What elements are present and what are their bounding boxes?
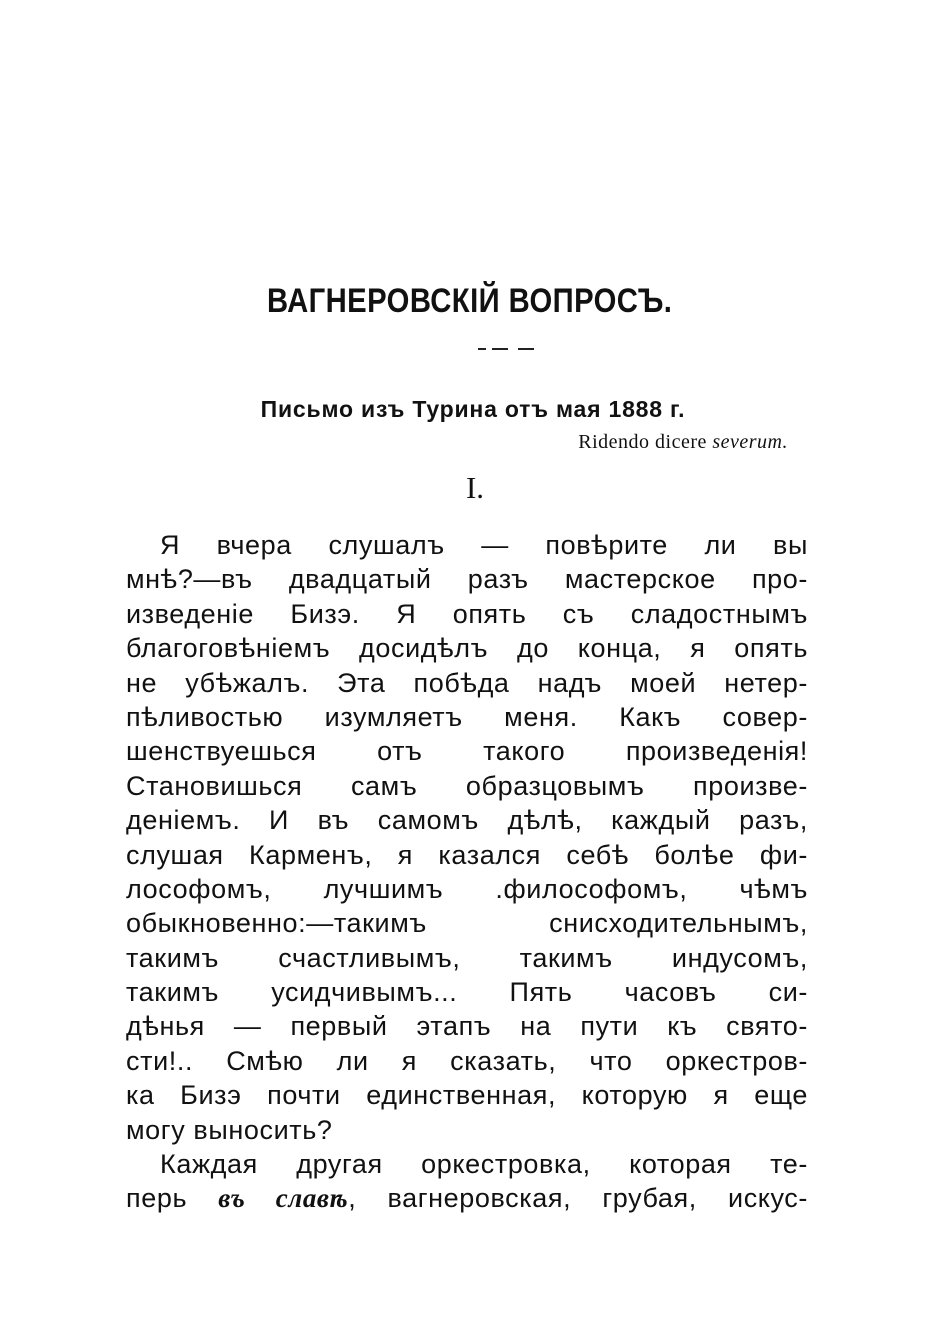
letter-subtitle: Письмо изъ Турина отъ мая 1888 г. [260, 396, 686, 422]
text-line: пѣливостью изумляетъ меня. Какъ совер- [126, 701, 808, 732]
body-text [126, 528, 808, 1216]
text-line: ка Бизэ почти единственная, которую я еще [126, 1080, 808, 1111]
text-line: благоговѣніемъ досидѣлъ до конца, я опять [126, 633, 808, 664]
text-fragment: , вагнеровская, грубая, искус- [348, 1183, 808, 1214]
text-line: слушая Карменъ, я казался себѣ болѣе фи- [126, 839, 808, 870]
text-line: изведеніе Бизэ. Я опять съ сладостнымъ [126, 598, 808, 629]
text-line: сти!.. Смѣю ли я сказать, что оркестров- [126, 1045, 808, 1076]
text-line-mixed [126, 1181, 808, 1215]
text-line: шенствуешься отъ такого произведенія! [126, 736, 808, 767]
chapter-number: I. [465, 470, 485, 505]
epigraph [578, 431, 788, 454]
text-line: могу выносить? [126, 1114, 333, 1145]
text-line: Каждая другая оркестровка, которая те- [160, 1149, 808, 1180]
text-line: такимъ счастливымъ, такимъ индусомъ, [126, 942, 808, 973]
text-line: обыкновенно:—такимъ снисходительнымъ, [126, 908, 808, 939]
text-line: дѣнья — первый этапъ на пути къ свято- [126, 1011, 808, 1042]
text-line: Я вчера слушалъ — повѣрите ли вы [160, 530, 808, 560]
text-line: деніемъ. И въ самомъ дѣлѣ, каждый разъ, [126, 805, 808, 836]
text-line: Становишься самъ образцовымъ произве- [126, 770, 808, 801]
text-line: не убѣжалъ. Эта побѣда надъ моей нетер- [126, 667, 808, 698]
epigraph-italic: severum. [712, 431, 788, 453]
italic-phrase: въ славѣ [218, 1183, 349, 1214]
text-line: лософомъ, лучшимъ .философомъ, чѣмъ [126, 873, 808, 904]
text-fragment: перь [126, 1183, 219, 1214]
title-ornament [478, 346, 542, 352]
epigraph-text: Ridendo dicere [578, 431, 707, 453]
page-title: ВАГНЕРОВСКІЙ ВОПРОСЪ. [266, 282, 673, 320]
text-line: такимъ усидчивымъ... Пять часовъ си- [126, 977, 808, 1008]
text-line: мнѣ?—въ двадцатый разъ мастерское про- [126, 564, 808, 595]
